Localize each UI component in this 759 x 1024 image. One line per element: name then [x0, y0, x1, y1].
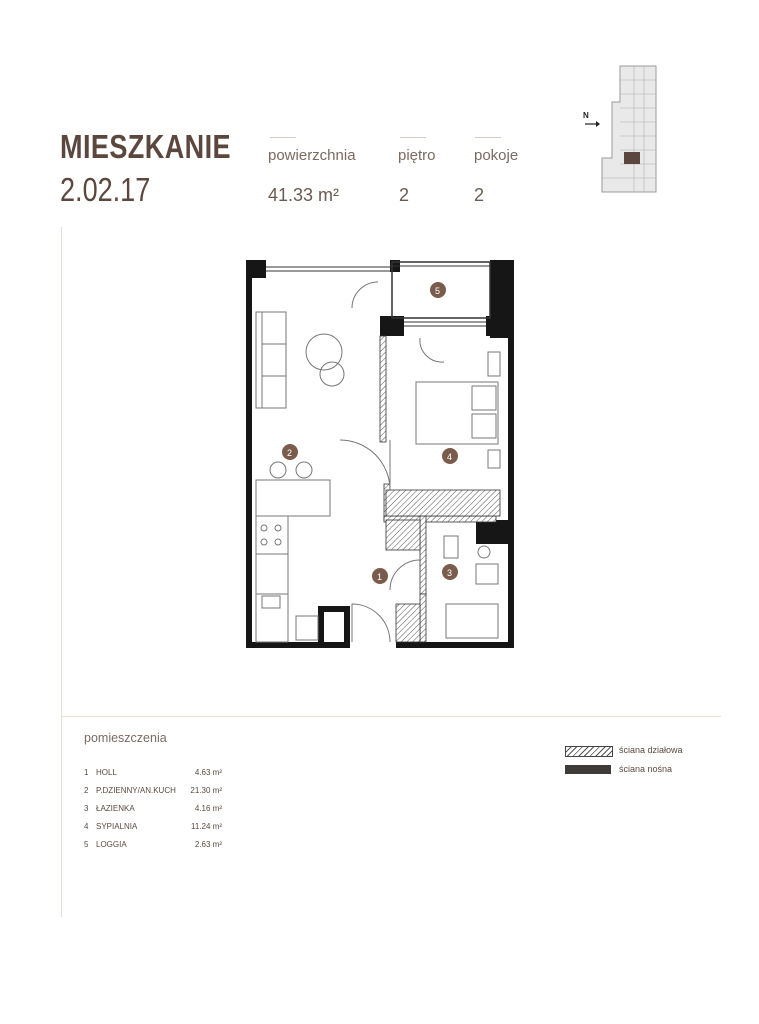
- room-name: SYPIALNIA: [96, 822, 138, 831]
- room-area: 2.63 m²: [194, 840, 222, 849]
- room-marker-label-2: 2: [287, 448, 293, 458]
- room-number: 5: [84, 840, 89, 849]
- legend-swatch-solid: [565, 765, 611, 774]
- stat-label-rooms: pokoje: [474, 147, 519, 164]
- north-label: N: [583, 111, 589, 120]
- room-area: 21.30 m²: [190, 786, 222, 795]
- room-name: LOGGIA: [96, 840, 127, 849]
- room-number: 2: [84, 786, 89, 795]
- stat-rule-rooms: [475, 137, 501, 138]
- room-marker-label-4: 4: [447, 452, 453, 462]
- room-marker-label-1: 1: [377, 572, 383, 582]
- legend-label: ściana nośna: [619, 764, 673, 774]
- room-name: HOLL: [96, 768, 117, 777]
- stat-label-area: powierzchnia: [268, 147, 356, 164]
- room-row: [84, 822, 224, 836]
- legend-swatch-hatched: [565, 746, 613, 757]
- apartment-title: MIESZKANIE: [60, 128, 231, 165]
- room-markers: [282, 282, 458, 584]
- room-number: 4: [84, 822, 89, 831]
- stat-label-floor: piętro: [398, 147, 436, 164]
- room-row: [84, 804, 224, 818]
- stat-value-floor: 2: [399, 185, 410, 205]
- room-area: 4.16 m²: [194, 804, 222, 813]
- room-area: 4.63 m²: [194, 768, 222, 777]
- rooms-title: pomieszczenia: [84, 731, 167, 745]
- room-area: 11.24 m²: [191, 822, 222, 831]
- room-row: [84, 786, 224, 800]
- section-divider: [61, 716, 721, 717]
- stat-rule-floor: [400, 137, 426, 138]
- floor-plan: [240, 254, 520, 654]
- room-number: 3: [84, 804, 89, 813]
- stat-rule-area: [270, 137, 296, 138]
- stat-value-area: 41.33 m²: [268, 185, 340, 205]
- room-number: 1: [84, 768, 89, 777]
- legend-label: ściana działowa: [619, 745, 683, 755]
- room-marker-label-3: 3: [447, 568, 453, 578]
- vertical-divider: [61, 227, 62, 917]
- room-row: [84, 840, 224, 854]
- building-key-plan: [600, 62, 658, 202]
- room-name: ŁAZIENKA: [96, 804, 135, 813]
- room-row: [84, 768, 224, 782]
- room-marker-label-5: 5: [435, 286, 441, 296]
- room-name: P.DZIENNY/AN.KUCH: [96, 786, 176, 795]
- stat-value-rooms: 2: [474, 185, 485, 205]
- apartment-number: 2.02.17: [60, 171, 151, 208]
- north-arrow-icon: [582, 110, 602, 135]
